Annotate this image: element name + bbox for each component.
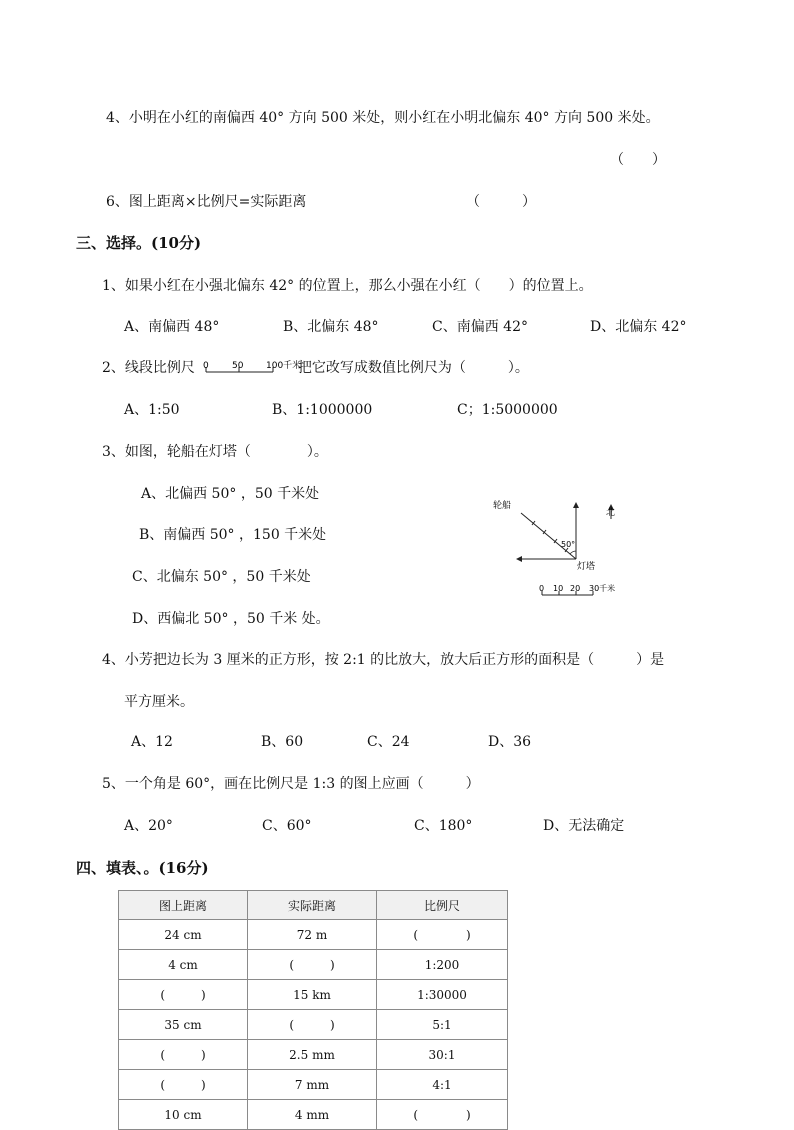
s3-q5-option-a[interactable]: A、20° [124, 818, 173, 834]
table-cell: 4:1 [377, 1070, 508, 1100]
s3-q4-option-b[interactable]: B、60 [261, 734, 304, 750]
table-cell: 72 m [248, 920, 377, 950]
table-cell: 35 cm [119, 1010, 248, 1040]
s3-q5-option-c[interactable]: C、180° [414, 818, 473, 834]
scale-label-0: 0 [539, 584, 545, 593]
answer-blank-cell[interactable]: ( ) [248, 1010, 377, 1040]
s3-q3-option-c[interactable]: C、北偏东 50° ，50 千米处 [132, 569, 311, 585]
scale-fill-table [118, 890, 508, 1130]
header-map-distance: 图上距离 [119, 891, 248, 920]
table-cell: 5:1 [377, 1010, 508, 1040]
ruler-label-100: 100千米 [266, 361, 302, 371]
table-row [119, 1010, 508, 1040]
section4-title: 四、填表、。(16分) [76, 859, 209, 877]
s3-q4-option-c[interactable]: C、24 [367, 734, 410, 750]
table-cell: 10 cm [119, 1100, 248, 1130]
table-row [119, 980, 508, 1010]
ruler-label-0: 0 [203, 361, 210, 371]
s3-q1-option-a[interactable]: A、南偏西 48° [124, 319, 220, 335]
table-cell: 2.5 mm [248, 1040, 377, 1070]
table-header-row [119, 891, 508, 920]
s3-q5-text: 5、一个角是 60°，画在比例尺是 1:3 的图上应画（ ） [102, 776, 480, 792]
s3-q2-prefix: 2、线段比例尺 [102, 360, 195, 376]
s3-q3-text: 3、如图，轮船在灯塔（ ）。 [102, 444, 328, 460]
table-cell: 4 mm [248, 1100, 377, 1130]
header-scale: 比例尺 [377, 891, 508, 920]
table-cell: 1:30000 [377, 980, 508, 1010]
judge-q4-text: 4、小明在小红的南偏西 40° 方向 500 米处，则小红在小明北偏东 40° 方向 500 米处。 [106, 110, 660, 126]
scale-bar-icon [203, 358, 302, 378]
table-cell: 1:200 [377, 950, 508, 980]
header-actual-distance: 实际距离 [248, 891, 377, 920]
s3-q5-option-d[interactable]: D、无法确定 [543, 818, 625, 834]
s3-q1-option-c[interactable]: C、南偏西 42° [432, 319, 528, 335]
ship-label: 轮船 [493, 501, 512, 511]
ship-lighthouse-diagram [487, 495, 637, 605]
s3-q2-option-a[interactable]: A、1:50 [124, 402, 180, 418]
answer-blank-cell[interactable]: ( ) [377, 920, 508, 950]
angle-label: 50° [561, 540, 576, 549]
s3-q3-option-b[interactable]: B、南偏西 50° ，150 千米处 [139, 527, 327, 543]
scale-label-30: 30千米 [589, 584, 616, 593]
table-cell: 30:1 [377, 1040, 508, 1070]
line-segment-scale [203, 358, 302, 378]
tower-label: 灯塔 [577, 562, 596, 572]
ship-line [521, 513, 576, 559]
s3-q2-line [102, 358, 529, 378]
table-row [119, 1070, 508, 1100]
answer-blank-cell[interactable]: ( ) [377, 1100, 508, 1130]
judge-q6-answer-blank[interactable]: （ ） [466, 194, 536, 210]
table-cell: 4 cm [119, 950, 248, 980]
s3-q2-option-c[interactable]: C；1:5000000 [457, 402, 558, 418]
table-row [119, 950, 508, 980]
judge-q4-answer-blank[interactable]: （ ） [610, 152, 666, 168]
table-row [119, 1100, 508, 1130]
ruler-label-50: 50 [232, 361, 244, 371]
table-row [119, 920, 508, 950]
north-label: 北 [606, 508, 616, 518]
table-cell: 24 cm [119, 920, 248, 950]
section3-title: 三、选择。(10分) [76, 234, 202, 252]
s3-q1-option-d[interactable]: D、北偏东 42° [590, 319, 687, 335]
s3-q2-suffix: 把它改写成数值比例尺为（ ）。 [297, 360, 529, 376]
s3-q4-option-d[interactable]: D、36 [488, 734, 532, 750]
s3-q4-text2: 平方厘米。 [124, 694, 194, 710]
table-cell: 7 mm [248, 1070, 377, 1100]
judge-q6-text: 6、图上距离×比例尺=实际距离 [106, 194, 307, 210]
table-cell: 15 km [248, 980, 377, 1010]
s3-q1-option-b[interactable]: B、北偏东 48° [283, 319, 379, 335]
table-row [119, 1040, 508, 1070]
s3-q5-option-b[interactable]: C、60° [262, 818, 312, 834]
s3-q4-text: 4、小芳把边长为 3 厘米的正方形，按 2:1 的比放大，放大后正方形的面积是（ ）是 [102, 652, 665, 668]
s3-q1-text: 1、如果小红在小强北偏东 42° 的位置上，那么小强在小红（ ）的位置上。 [102, 278, 593, 294]
ship-lighthouse-figure [487, 495, 637, 605]
answer-blank-cell[interactable]: ( ) [119, 1040, 248, 1070]
s3-q3-option-d[interactable]: D、西偏北 50° ，50 千米 处。 [132, 611, 330, 627]
scale-label-10: 10 [553, 584, 564, 593]
scale-label-20: 20 [570, 584, 581, 593]
answer-blank-cell[interactable]: ( ) [119, 980, 248, 1010]
s3-q2-option-b[interactable]: B、1:1000000 [272, 402, 373, 418]
s3-q4-option-a[interactable]: A、12 [131, 734, 173, 750]
answer-blank-cell[interactable]: ( ) [119, 1070, 248, 1100]
answer-blank-cell[interactable]: ( ) [248, 950, 377, 980]
s3-q3-option-a[interactable]: A、北偏西 50° ，50 千米处 [141, 486, 320, 502]
